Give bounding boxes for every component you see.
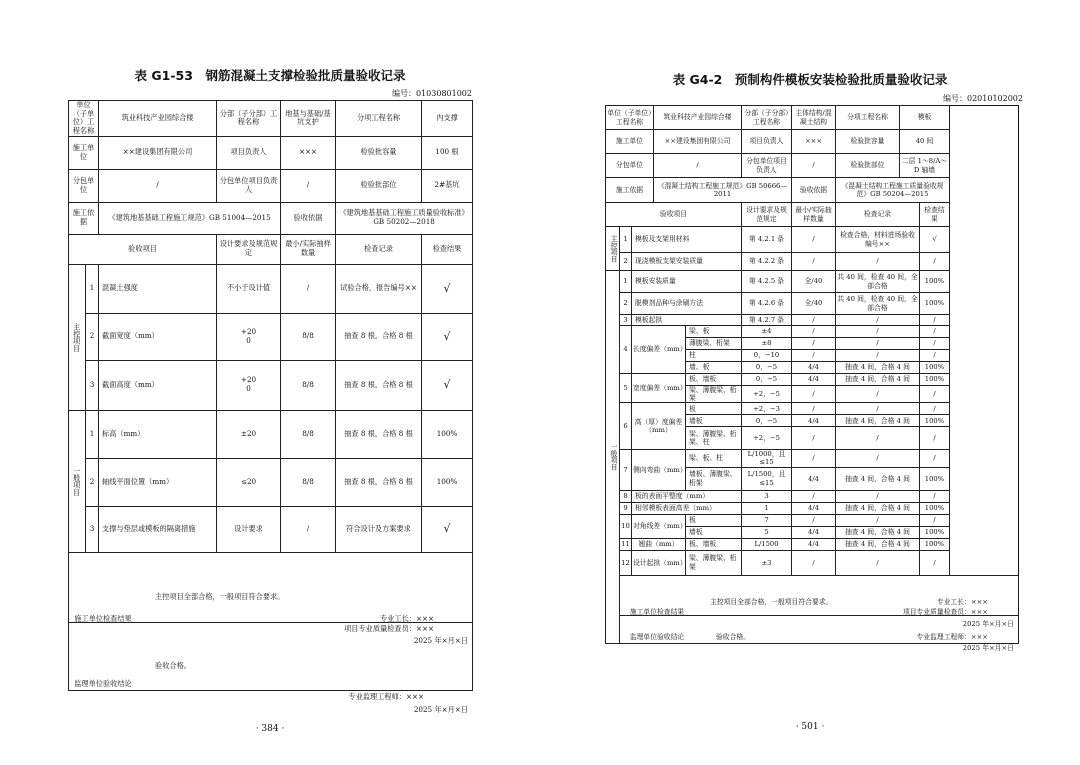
accept-basis-value: 《混凝土结构工程施工质量验收规范》GB 50204—2015 — [836, 178, 950, 203]
location-label: 检验批部位 — [336, 169, 422, 202]
pm-value: ××× — [792, 130, 836, 154]
row-req: +2，−5 — [742, 427, 792, 450]
row-sample: / — [792, 514, 836, 526]
check-foreman: 专业工长：××× — [380, 614, 435, 624]
row-req: 第 4.2.6 条 — [742, 293, 792, 315]
row-req: 第 4.2.5 条 — [742, 271, 792, 293]
row-req: 第 4.2.1 条 — [742, 227, 792, 253]
table-row — [606, 293, 1019, 315]
row-record: 抽查 4 间，合格 4 间 — [836, 374, 920, 386]
table-row — [606, 450, 1019, 467]
row-record: 抽查 4 间，合格 4 间 — [836, 502, 920, 514]
row-sub: 墙板、薄腹梁、桁架 — [686, 467, 742, 490]
table-row — [606, 514, 1019, 526]
row-sample: / — [792, 315, 836, 326]
row-sub: 板、墙板 — [686, 374, 742, 386]
row-sample: 4/4 — [792, 538, 836, 550]
row-req: 设计要求 — [217, 506, 281, 552]
row-name: 模板起拱 — [632, 315, 742, 326]
row-record: 抽查 8 根，合格 8 根 — [336, 360, 422, 410]
row-no: 1 — [86, 410, 99, 458]
pm-value: ××× — [281, 136, 336, 169]
row-result: / — [920, 350, 950, 362]
accept-basis-value: 《建筑地基基础工程施工质量验收标准》GB 50202—2018 — [336, 202, 473, 234]
row-record: / — [836, 514, 920, 526]
sub-value: 主体结构/混凝土结构 — [792, 106, 836, 130]
row-result: / — [920, 315, 950, 326]
row-result: 100% — [920, 538, 950, 550]
row-no: 2 — [86, 313, 99, 360]
row-record: / — [836, 315, 920, 326]
row-name: 板的表面平整度（mm） — [632, 490, 742, 502]
row-result: 100% — [920, 293, 950, 315]
row-name: 标高（mm） — [99, 410, 217, 458]
table-row — [606, 253, 1019, 271]
right-form-title: 表 G4-2 预制构件模板安装检验批质量验收记录 — [672, 72, 948, 87]
capacity-value: 40 间 — [900, 130, 950, 154]
row-req: L/1500 — [742, 538, 792, 550]
row-sample: / — [792, 550, 836, 575]
basis-label: 施工依据 — [69, 202, 99, 234]
row-sample: 4/4 — [792, 502, 836, 514]
row-sample: / — [281, 264, 336, 313]
row-record: 共 40 间，检查 40 间，全部合格 — [836, 271, 920, 293]
table-row — [69, 458, 473, 506]
row-sample: 4/4 — [792, 415, 836, 427]
accept-basis-label: 验收依据 — [792, 178, 836, 203]
table-row — [606, 538, 1019, 550]
table-row — [606, 271, 1019, 293]
general-items-label: 一般项目 — [69, 410, 86, 552]
left-form-title: 表 G1-53 钢筋混凝土支撑检验批质量验收记录 — [134, 68, 406, 83]
row-req: ±20 — [217, 410, 281, 458]
row-req: 第 4.2.7 条 — [742, 315, 792, 326]
row-sample: / — [792, 338, 836, 350]
constructor-value: ××建设集团有限公司 — [99, 136, 217, 169]
col-header-item: 验收项目 — [606, 203, 742, 227]
row-no: 10 — [620, 514, 632, 538]
row-sample: 4/4 — [792, 467, 836, 490]
constructor-value: ××建设集团有限公司 — [654, 130, 742, 154]
row-record: 抽查 4 间，合格 4 间 — [836, 467, 920, 490]
col-header-result: 检查结果 — [920, 203, 950, 227]
col-header-req: 设计要求及规范规定 — [742, 203, 792, 227]
row-result: / — [920, 403, 950, 415]
row-name: 截面宽度（mm） — [99, 313, 217, 360]
row-record: / — [836, 253, 920, 271]
row-result: √ — [422, 506, 473, 552]
row-sub: 板 — [686, 403, 742, 415]
row-result: 100% — [920, 271, 950, 293]
check-cell — [620, 575, 1019, 629]
row-req: +2，−5 — [742, 386, 792, 403]
row-record: 试验合格，报告编号×× — [336, 264, 422, 313]
row-no: 6 — [620, 403, 632, 450]
row-sample: 8/8 — [281, 410, 336, 458]
basis-label: 施工依据 — [606, 178, 654, 203]
row-result: / — [920, 338, 950, 350]
row-req: ≤20 — [217, 458, 281, 506]
supervise-text: 验收合格。 — [155, 661, 191, 671]
row-sample: / — [792, 386, 836, 403]
sub-label: 分部（子分部）工程名称 — [742, 106, 792, 130]
row-record: / — [836, 350, 920, 362]
table-row — [606, 403, 1019, 415]
constructor-label: 施工单位 — [606, 130, 654, 154]
row-result: / — [920, 450, 950, 467]
capacity-label: 检验批容量 — [836, 130, 900, 154]
basis-value: 《建筑地基基础工程施工规范》GB 51004—2015 — [99, 202, 281, 234]
right-acceptance-table — [605, 105, 1019, 653]
subcontractor-value: / — [654, 154, 742, 178]
subcontractor-label: 分包单位 — [69, 169, 99, 202]
row-req: 5 — [742, 526, 792, 538]
row-req: 3 — [742, 490, 792, 502]
row-sample: / — [792, 253, 836, 271]
row-req: 0，−5 — [742, 415, 792, 427]
row-record: 共 40 间，检查 40 间，全部合格 — [836, 293, 920, 315]
row-sub: 板、墙板 — [686, 538, 742, 550]
row-result: 100% — [920, 415, 950, 427]
row-name: 侧向弯曲（mm） — [632, 450, 686, 490]
row-sample: 4/4 — [792, 526, 836, 538]
row-result: 100% — [422, 458, 473, 506]
row-name: 相邻模板表面高差（mm） — [632, 502, 742, 514]
row-no: 2 — [620, 293, 632, 315]
row-record: / — [836, 550, 920, 575]
row-req: 不小于设计值 — [217, 264, 281, 313]
row-req: 0，−5 — [742, 362, 792, 374]
row-sample: 8/8 — [281, 313, 336, 360]
subcontractor-value: / — [99, 169, 217, 202]
row-result: 100% — [920, 467, 950, 490]
check-label: 施工单位检查结果 — [74, 614, 132, 624]
row-record: 抽查 4 间，合格 4 间 — [836, 362, 920, 374]
left-acceptance-table — [68, 100, 473, 715]
row-record: / — [836, 490, 920, 502]
row-sample: / — [792, 427, 836, 450]
col-header-item: 验收项目 — [69, 234, 217, 264]
row-record: 抽查 8 根，合格 8 根 — [336, 410, 422, 458]
row-sub: 墙、板 — [686, 362, 742, 374]
sub-value: 地基与基础/基坑支护 — [281, 101, 336, 137]
table-row — [606, 374, 1019, 386]
row-result: √ — [422, 313, 473, 360]
supervise-label: 监理单位验收结论 — [74, 679, 132, 689]
row-req: +20 0 — [217, 313, 281, 360]
subcontractor-label: 分包单位 — [606, 154, 654, 178]
location-value: 2#基坑 — [422, 169, 473, 202]
check-label: 施工单位检查结果 — [629, 608, 685, 617]
row-no: 5 — [620, 374, 632, 403]
row-name: 轴线平面位置（mm） — [99, 458, 217, 506]
check-date: 2025 年×月×日 — [962, 620, 1014, 629]
row-name: 对角线差（mm） — [632, 514, 686, 538]
row-sample: / — [792, 490, 836, 502]
basis-value: 《混凝土结构工程施工规范》GB 50666—2011 — [654, 178, 792, 203]
supervise-engineer: 专业监理工程师：××× — [348, 692, 425, 702]
row-sample: / — [792, 227, 836, 253]
row-record: 抽查 4 间，合格 4 间 — [836, 526, 920, 538]
row-result: / — [920, 326, 950, 338]
row-result: √ — [422, 264, 473, 313]
main-items-label: 主控项目 — [606, 227, 620, 271]
row-name: 宽度偏差（mm） — [632, 374, 686, 403]
unit-label: 单位（子单位）工程名称 — [69, 101, 99, 137]
unit-label: 单位（子单位）工程名称 — [606, 106, 654, 130]
row-record: 抽查 8 根，合格 8 根 — [336, 313, 422, 360]
row-name: 混凝土强度 — [99, 264, 217, 313]
row-sample: 8/8 — [281, 360, 336, 410]
row-name: 现浇模板支架安装质量 — [632, 253, 742, 271]
row-result: 100% — [920, 374, 950, 386]
row-name: 支撑与垫层或模板的隔离措施 — [99, 506, 217, 552]
row-sample: 全/40 — [792, 271, 836, 293]
location-value: 二层 1～8/A～D 轴墙 — [900, 154, 950, 178]
table-row — [69, 410, 473, 458]
col-header-record: 检查记录 — [836, 203, 920, 227]
row-sample: 4/4 — [792, 374, 836, 386]
item-value: 内支撑 — [422, 101, 473, 137]
row-sub: 薄腹梁、桁架 — [686, 338, 742, 350]
row-sub: 梁、薄腹梁、桁架 — [686, 550, 742, 575]
left-page-number: · 384 · — [255, 724, 285, 734]
check-sign-cell — [217, 552, 473, 646]
supervise-text: 验收合格。 — [716, 633, 750, 642]
row-no: 4 — [620, 326, 632, 374]
row-no: 3 — [620, 315, 632, 326]
row-req: ±8 — [742, 338, 792, 350]
row-no: 3 — [86, 506, 99, 552]
capacity-label: 检验批容量 — [336, 136, 422, 169]
row-name: 脱模剂品种与涂刷方法 — [632, 293, 742, 315]
supervise-engineer: 专业监理工程师：××× — [916, 633, 988, 642]
row-result: √ — [920, 227, 950, 253]
row-sub: 墙板 — [686, 526, 742, 538]
table-row — [606, 502, 1019, 514]
row-sample: / — [792, 450, 836, 467]
check-foreman: 专业工长：××× — [936, 598, 988, 607]
table-row — [69, 360, 473, 410]
row-sub: 梁、板 — [686, 326, 742, 338]
table-row — [606, 490, 1019, 502]
table-row — [606, 315, 1019, 326]
check-inspector: 项目专业质量检查员：××× — [902, 608, 988, 617]
row-no: 7 — [620, 450, 632, 490]
sub-pm-label: 分包单位项目负责人 — [742, 154, 792, 178]
row-no: 12 — [620, 550, 632, 575]
table-row — [606, 326, 1019, 338]
row-name: 翘曲（mm） — [632, 538, 686, 550]
row-record: 抽查 4 间，合格 4 间 — [836, 538, 920, 550]
item-label: 分项工程名称 — [336, 101, 422, 137]
table-row — [69, 264, 473, 313]
row-record: / — [836, 403, 920, 415]
row-req: ±3 — [742, 550, 792, 575]
item-value: 模板 — [900, 106, 950, 130]
supervise-date: 2025 年×月×日 — [962, 644, 1014, 653]
row-req: 0，−5 — [742, 374, 792, 386]
row-name: 长度偏差（mm） — [632, 326, 686, 374]
row-record: / — [836, 427, 920, 450]
row-req: ±4 — [742, 326, 792, 338]
table-row — [606, 550, 1019, 575]
row-req: L/1000，且≤15 — [742, 450, 792, 467]
check-text: 主控项目全部合格，一般项目符合要求。 — [155, 592, 285, 602]
row-result: / — [920, 550, 950, 575]
row-sub: 梁、薄腹梁、桁架、柱 — [686, 427, 742, 450]
row-record: 符合设计及方案要求 — [336, 506, 422, 552]
row-sub: 梁、薄腹梁、桁架 — [686, 386, 742, 403]
row-name: 模板安装质量 — [632, 271, 742, 293]
row-sample: 8/8 — [281, 458, 336, 506]
sub-pm-value: / — [281, 169, 336, 202]
row-sample: / — [792, 350, 836, 362]
row-result: 100% — [422, 410, 473, 458]
row-sample: 全/40 — [792, 293, 836, 315]
row-sample: 4/4 — [792, 362, 836, 374]
row-name: 高（厚）度偏差（mm） — [632, 403, 686, 450]
row-req: 第 4.2.2 条 — [742, 253, 792, 271]
row-result: 100% — [920, 362, 950, 374]
row-result: / — [920, 386, 950, 403]
row-record: 抽查 8 根，合格 8 根 — [336, 458, 422, 506]
right-page-number: · 501 · — [795, 722, 825, 732]
row-record: / — [836, 450, 920, 467]
row-result: √ — [422, 360, 473, 410]
table-row — [606, 227, 1019, 253]
row-name: 截面高度（mm） — [99, 360, 217, 410]
row-record: / — [836, 386, 920, 403]
row-sub: 梁、板、柱 — [686, 450, 742, 467]
row-sample: / — [792, 403, 836, 415]
unit-value: 筑业科技产业园综合楼 — [654, 106, 742, 130]
col-header-record: 检查记录 — [336, 234, 422, 264]
row-result: 100% — [920, 526, 950, 538]
unit-value: 筑业科技产业园综合楼 — [99, 101, 217, 137]
row-name: 模板及支架用材料 — [632, 227, 742, 253]
row-name: 设计起拱（mm） — [632, 550, 686, 575]
row-no: 8 — [620, 490, 632, 502]
row-no: 2 — [620, 253, 632, 271]
row-no: 9 — [620, 502, 632, 514]
check-text: 主控项目全部合格，一般项目符合要求。 — [710, 598, 833, 607]
table-row — [69, 313, 473, 360]
row-req: 7 — [742, 514, 792, 526]
col-header-req: 设计要求及规范规定 — [217, 234, 281, 264]
check-label-cell — [69, 552, 285, 624]
row-req: L/1500，且≤15 — [742, 467, 792, 490]
row-record: / — [836, 338, 920, 350]
row-sample: / — [281, 506, 336, 552]
check-inspector: 项目专业质量检查员：××× — [344, 624, 435, 634]
sub-pm-value: / — [792, 154, 836, 178]
row-no: 11 — [620, 538, 632, 550]
row-sub: 柱 — [686, 350, 742, 362]
row-result: / — [920, 253, 950, 271]
row-result: / — [920, 514, 950, 526]
row-req: 1 — [742, 502, 792, 514]
row-req: +20 0 — [217, 360, 281, 410]
general-items-label: 一般项目 — [606, 271, 620, 644]
supervise-label-cell — [69, 622, 217, 690]
row-record: 检查合格，材料进场验收编号×× — [836, 227, 920, 253]
supervise-cell — [620, 615, 1019, 653]
sub-pm-label: 分包单位项目负责人 — [217, 169, 281, 202]
row-no: 2 — [86, 458, 99, 506]
row-no: 1 — [620, 271, 632, 293]
pm-label: 项目负责人 — [217, 136, 281, 169]
row-no: 1 — [620, 227, 632, 253]
row-sub: 墙板 — [686, 415, 742, 427]
col-header-sample: 最小/实际抽样数量 — [281, 234, 336, 264]
row-no: 1 — [86, 264, 99, 313]
row-req: 0，−10 — [742, 350, 792, 362]
table-row — [69, 506, 473, 552]
supervise-label: 监理单位验收结论 — [629, 633, 685, 642]
pm-label: 项目负责人 — [742, 130, 792, 154]
accept-basis-label: 验收依据 — [281, 202, 336, 234]
constructor-label: 施工单位 — [69, 136, 99, 169]
location-label: 检验批部位 — [836, 154, 900, 178]
left-form-code: 编号：01030801002 — [392, 89, 472, 98]
row-result: / — [920, 427, 950, 450]
check-date: 2025 年×月×日 — [413, 636, 469, 646]
right-form-code: 编号：02010102002 — [943, 94, 1023, 103]
row-result: 100% — [920, 502, 950, 514]
row-result: / — [920, 490, 950, 502]
row-no: 3 — [86, 360, 99, 410]
row-sub: 板 — [686, 514, 742, 526]
col-header-result: 检查结果 — [422, 234, 473, 264]
main-items-label: 主控项目 — [69, 264, 86, 410]
row-req: +2，−3 — [742, 403, 792, 415]
row-record: / — [836, 326, 920, 338]
col-header-sample: 最小/实际抽样数量 — [792, 203, 836, 227]
capacity-value: 100 根 — [422, 136, 473, 169]
item-label: 分项工程名称 — [836, 106, 900, 130]
row-sample: / — [792, 326, 836, 338]
row-record: 抽查 4 间，合格 4 间 — [836, 415, 920, 427]
supervise-date: 2025 年×月×日 — [413, 705, 469, 715]
sub-label: 分部（子分部）工程名称 — [217, 101, 281, 137]
